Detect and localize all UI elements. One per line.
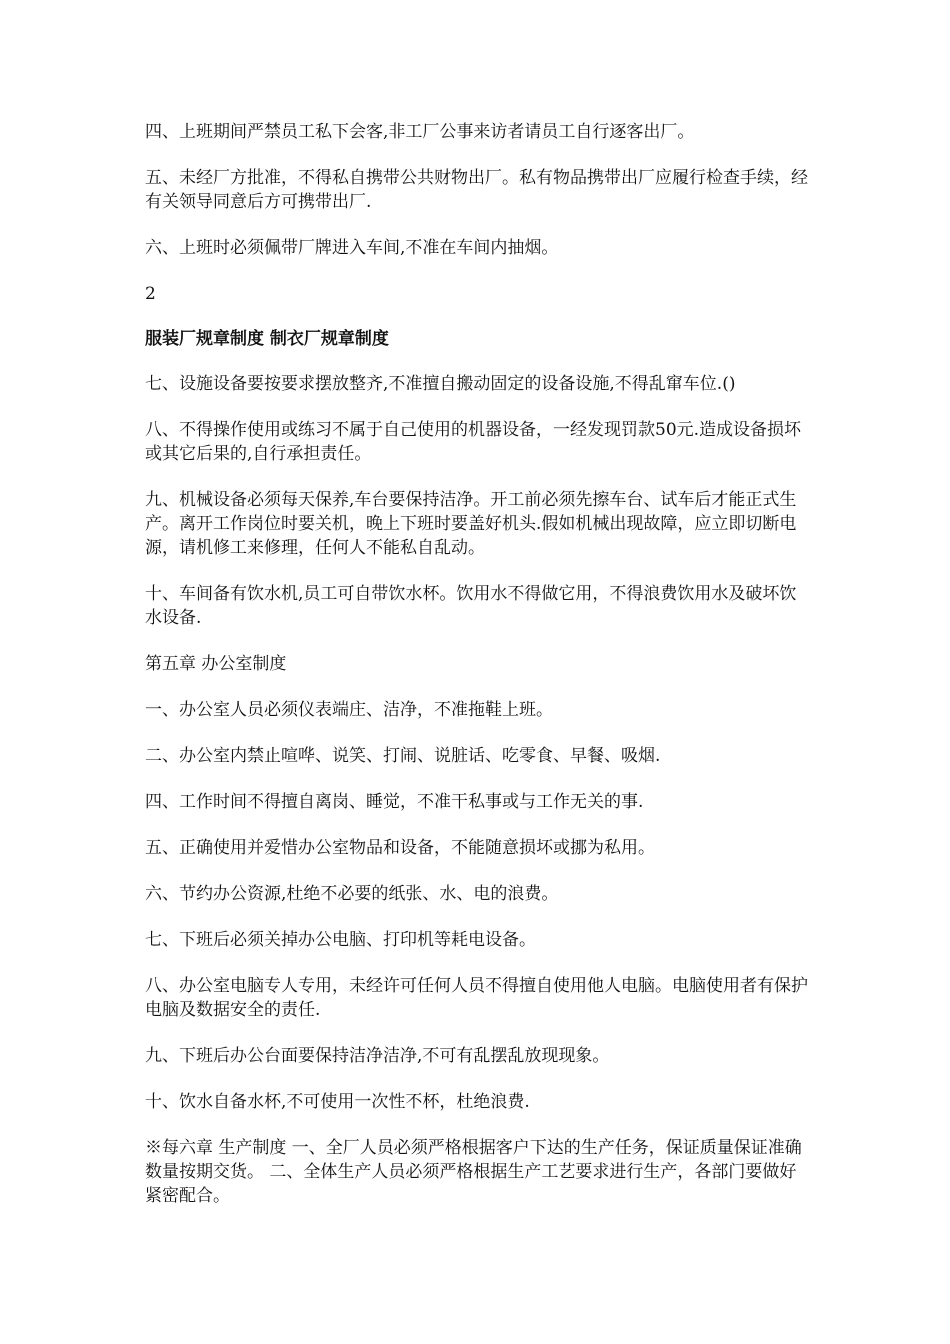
rule-paragraph: 七、设施设备要按要求摆放整齐,不准擅自搬动固定的设备设施,不得乱窜车位.() — [145, 374, 736, 394]
chapter-title: 第五章 办公室制度 — [145, 654, 287, 674]
office-rule: 十、饮水自备水杯,不可使用一次性不杯，杜绝浪费. — [145, 1092, 530, 1112]
rule-paragraph: 八、不得操作使用或练习不属于自己使用的机器设备，一经发现罚款50元.造成设备损坏或其它后果的,自行承担责任。 — [145, 420, 802, 464]
office-rule: 四、工作时间不得擅自离岗、睡觉，不准干私事或与工作无关的事. — [145, 792, 644, 812]
office-rule: 五、正确使用并爱惜办公室物品和设备，不能随意损坏或挪为私用。 — [145, 838, 655, 858]
rule-paragraph: 九、机械设备必须每天保养,车台要保持洁净。开工前必须先擦车台、试车后才能正式生产。离开工作岗位时要关机，晚上下班时要盖好机头.假如机械出现故障，应立即切断电源，请机修工来修理，任何人不能私自乱动。 — [145, 490, 797, 558]
page-number: 2 — [145, 284, 156, 304]
chapter-six-paragraph: ※每六章 生产制度 一、全厂人员必须严格根据客户下达的生产任务，保证质量保证准确数量按期交货。 二、全体生产人员必须严格根据生产工艺要求进行生产，各部门要做好紧密配合。 — [145, 1138, 802, 1206]
office-rule: 七、下班后必须关掉办公电脑、打印机等耗电设备。 — [145, 930, 536, 950]
office-rule: 二、办公室内禁止喧哗、说笑、打闹、说脏话、吃零食、早餐、吸烟. — [145, 746, 661, 766]
document-body — [145, 120, 810, 1230]
office-rule: 九、下班后办公台面要保持洁净洁净,不可有乱摆乱放现现象。 — [145, 1046, 610, 1066]
office-rule: 一、办公室人员必须仪表端庄、洁净，不准拖鞋上班。 — [145, 700, 553, 720]
office-rule: 八、办公室电脑专人专用，未经许可任何人员不得擅自使用他人电脑。电脑使用者有保护电脑及数据安全的责任. — [145, 976, 808, 1020]
section-title: 服装厂规章制度 制衣厂规章制度 — [145, 329, 389, 349]
office-rule: 六、节约办公资源,杜绝不必要的纸张、水、电的浪费。 — [145, 884, 559, 904]
rule-paragraph: 六、上班时必须佩带厂牌进入车间,不准在车间内抽烟。 — [145, 238, 559, 258]
rule-paragraph: 四、上班期间严禁员工私下会客,非工厂公事来访者请员工自行逐客出厂。 — [145, 122, 695, 142]
rule-paragraph: 五、未经厂方批准，不得私自携带公共财物出厂。私有物品携带出厂应履行检查手续，经有关领导同意后方可携带出厂. — [145, 168, 808, 212]
rule-paragraph: 十、车间备有饮水机,员工可自带饮水杯。饮用水不得做它用，不得浪费饮用水及破坏饮水设备. — [145, 584, 797, 628]
